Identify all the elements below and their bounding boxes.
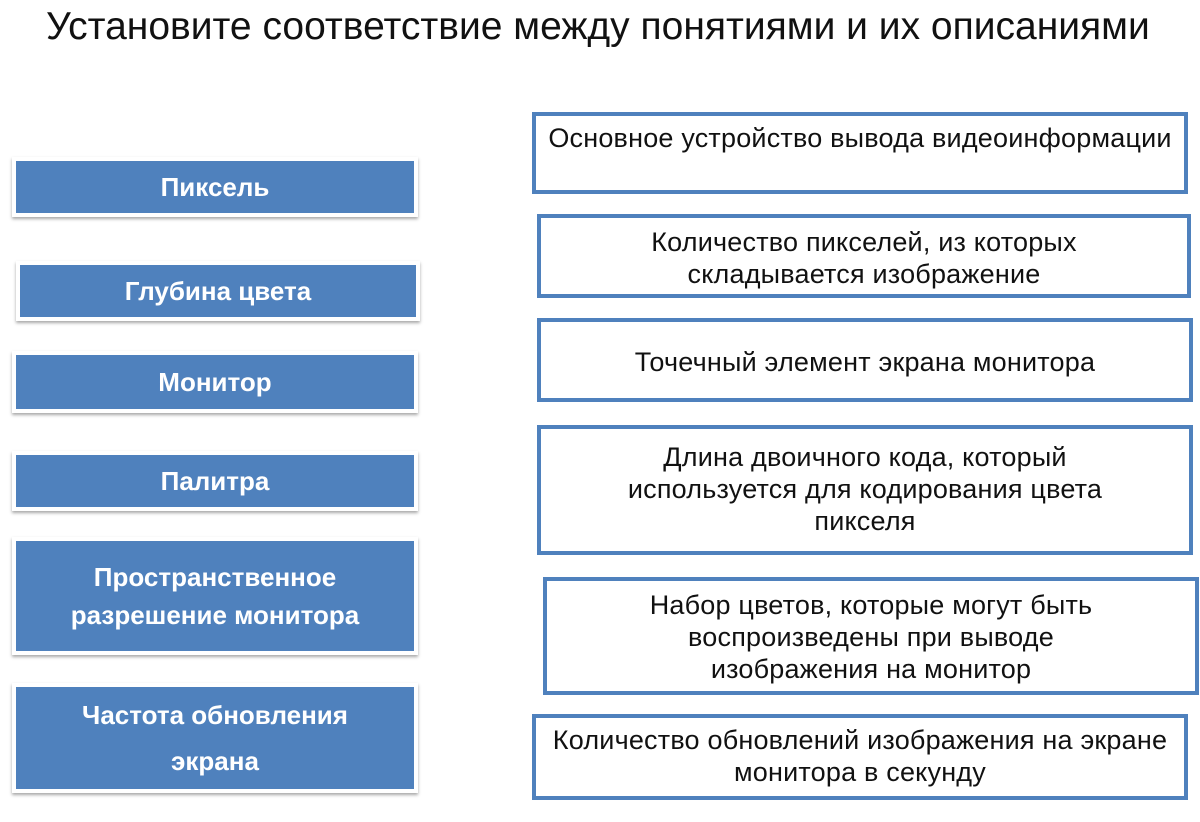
term-palette[interactable]: Палитра	[12, 451, 418, 511]
term-spatial-resolution[interactable]: Пространственное разрешение монитора	[12, 537, 418, 655]
desc-refresh-count[interactable]: Количество обновлений изображения на экране монитора в секунду	[532, 714, 1188, 800]
desc-code-length[interactable]: Длина двоичного кода, который используется для кодирования цвета пикселя	[537, 425, 1193, 555]
desc-pixel-count[interactable]: Количество пикселей, из которых складывается изображение	[537, 214, 1191, 298]
term-refresh-rate[interactable]: Частота обновления экрана	[12, 683, 418, 793]
page-title: Установите соответствие между понятиями и их описаниями	[46, 5, 1150, 48]
desc-output-device[interactable]: Основное устройство вывода видеоинформации	[532, 112, 1188, 194]
term-monitor[interactable]: Монитор	[12, 351, 418, 413]
desc-screen-point[interactable]: Точечный элемент экрана монитора	[537, 318, 1193, 402]
term-pixel[interactable]: Пиксель	[12, 157, 418, 217]
term-color-depth[interactable]: Глубина цвета	[16, 261, 420, 321]
desc-color-set[interactable]: Набор цветов, которые могут быть воспроизведены при выводе изображения на монитор	[543, 577, 1199, 695]
